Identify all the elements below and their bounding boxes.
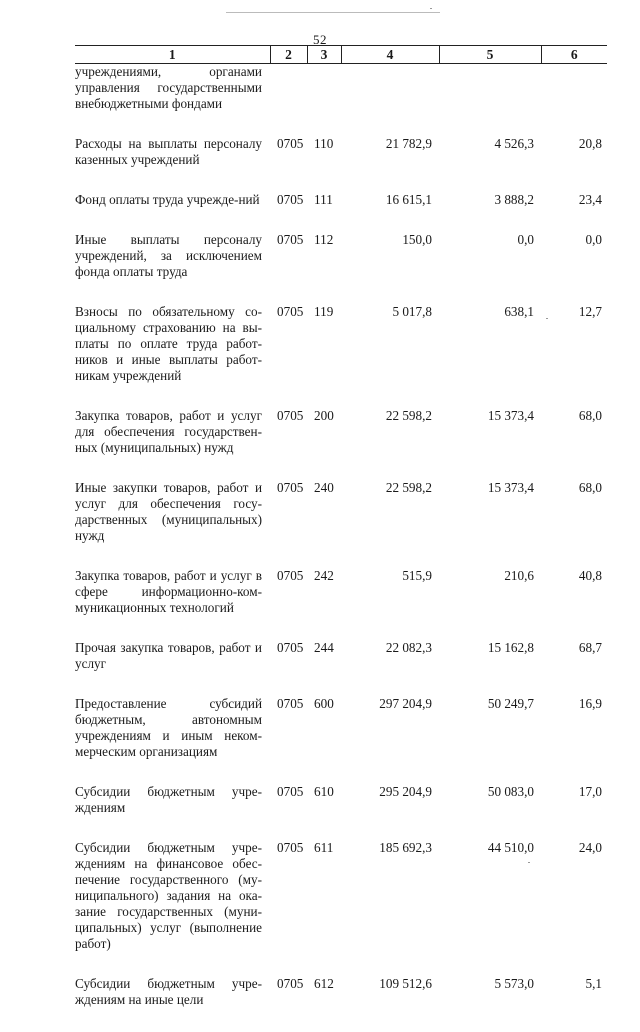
- row-col6-cell: 0,0: [541, 232, 607, 304]
- row-name-cell: Закупка товаров, работ и услуг в сфере информационно-ком-муникационных технологий: [75, 568, 270, 640]
- row-col6-cell: 17,0: [541, 784, 607, 840]
- table-row: [75, 784, 607, 840]
- row-name-cell: Иные выплаты персоналу учреждений, за исключением фонда оплаты труда: [75, 232, 270, 304]
- header-col-5: 5: [439, 46, 541, 64]
- row-col6-cell: 5,1: [541, 976, 607, 1032]
- row-col6-cell: 68,0: [541, 408, 607, 480]
- row-col4-cell: 22 598,2: [341, 408, 439, 480]
- row-section-cell: 0705: [270, 480, 307, 568]
- row-name-cell: Субсидии бюджетным учре-ждениям на иные цели: [75, 976, 270, 1032]
- row-expense-type-cell: 610: [307, 784, 341, 840]
- row-section-cell: 0705: [270, 976, 307, 1032]
- row-col5-cell: 638,1: [439, 304, 541, 408]
- row-section-cell: 0705: [270, 784, 307, 840]
- header-col-2: 2: [270, 46, 307, 64]
- scan-speck: [430, 8, 432, 9]
- row-name-cell: Иные закупки товаров, работ и услуг для обеспечения госу-дарственных (муниципальных) нужд: [75, 480, 270, 568]
- row-col4-cell: 297 204,9: [341, 696, 439, 784]
- row-name-cell: учреждениями, органами управления государственными внебюджетными фондами: [75, 64, 270, 137]
- row-col6-cell: 20,8: [541, 136, 607, 192]
- row-col5-cell: 5 573,0: [439, 976, 541, 1032]
- table-row: [75, 192, 607, 232]
- table-row: [75, 696, 607, 784]
- row-section-cell: 0705: [270, 696, 307, 784]
- row-name-cell: Предоставление субсидий бюджетным, автономным учреждениям и иным неком-мерческим организациям: [75, 696, 270, 784]
- row-name-cell: Субсидии бюджетным учре-ждениям: [75, 784, 270, 840]
- row-col6-cell: 68,0: [541, 480, 607, 568]
- table-row: [75, 840, 607, 976]
- budget-table: [75, 45, 607, 1032]
- scan-speck: [546, 318, 548, 319]
- row-col5-cell: 3 888,2: [439, 192, 541, 232]
- row-expense-type-cell: 611: [307, 840, 341, 976]
- table-row: [75, 568, 607, 640]
- row-col4-cell: 5 017,8: [341, 304, 439, 408]
- top-scan-rule: [226, 12, 440, 13]
- row-expense-type-cell: 200: [307, 408, 341, 480]
- row-col5-cell: 0,0: [439, 232, 541, 304]
- table-row: [75, 640, 607, 696]
- table-row: [75, 408, 607, 480]
- header-col-4: 4: [341, 46, 439, 64]
- row-col6-cell: 23,4: [541, 192, 607, 232]
- table-row: [75, 64, 607, 137]
- header-row: [75, 46, 607, 64]
- row-expense-type-cell: 612: [307, 976, 341, 1032]
- row-expense-type-cell: 600: [307, 696, 341, 784]
- row-name-cell: Субсидии бюджетным учре-ждениям на финансовое обес-печение государственного (му-ниципального) задания на ока-зание государственных (муни-ципальных) услуг (выполнение работ): [75, 840, 270, 976]
- row-section-cell: 0705: [270, 840, 307, 976]
- row-section-cell: 0705: [270, 232, 307, 304]
- row-expense-type-cell: 111: [307, 192, 341, 232]
- page-number: 52: [0, 32, 640, 48]
- row-section-cell: [270, 64, 307, 137]
- row-name-cell: Закупка товаров, работ и услуг для обеспечения государствен-ных (муниципальных) нужд: [75, 408, 270, 480]
- header-col-1: 1: [75, 46, 270, 64]
- row-col5-cell: 44 510,0: [439, 840, 541, 976]
- table-header: [75, 46, 607, 64]
- row-section-cell: 0705: [270, 568, 307, 640]
- row-section-cell: 0705: [270, 408, 307, 480]
- row-col4-cell: 21 782,9: [341, 136, 439, 192]
- row-expense-type-cell: 112: [307, 232, 341, 304]
- row-name-cell: Расходы на выплаты персоналу казенных учреждений: [75, 136, 270, 192]
- row-expense-type-cell: 244: [307, 640, 341, 696]
- row-col6-cell: 24,0: [541, 840, 607, 976]
- row-section-cell: 0705: [270, 136, 307, 192]
- row-name-cell: Фонд оплаты труда учрежде-ний: [75, 192, 270, 232]
- table-row: [75, 976, 607, 1032]
- row-col4-cell: 295 204,9: [341, 784, 439, 840]
- row-expense-type-cell: 242: [307, 568, 341, 640]
- table-row: [75, 480, 607, 568]
- row-expense-type-cell: [307, 64, 341, 137]
- row-expense-type-cell: 110: [307, 136, 341, 192]
- row-col4-cell: 185 692,3: [341, 840, 439, 976]
- table-row: [75, 136, 607, 192]
- row-col5-cell: 210,6: [439, 568, 541, 640]
- row-col4-cell: 16 615,1: [341, 192, 439, 232]
- row-col5-cell: 4 526,3: [439, 136, 541, 192]
- row-col6-cell: 16,9: [541, 696, 607, 784]
- row-col5-cell: [439, 64, 541, 137]
- row-section-cell: 0705: [270, 304, 307, 408]
- row-col4-cell: 22 598,2: [341, 480, 439, 568]
- row-col6-cell: 40,8: [541, 568, 607, 640]
- row-col5-cell: 50 083,0: [439, 784, 541, 840]
- row-col5-cell: 15 162,8: [439, 640, 541, 696]
- table-row: [75, 304, 607, 408]
- header-col-3: 3: [307, 46, 341, 64]
- row-section-cell: 0705: [270, 192, 307, 232]
- row-col4-cell: 515,9: [341, 568, 439, 640]
- row-col5-cell: 15 373,4: [439, 480, 541, 568]
- row-section-cell: 0705: [270, 640, 307, 696]
- row-name-cell: Прочая закупка товаров, работ и услуг: [75, 640, 270, 696]
- table-row: [75, 232, 607, 304]
- table-body: [75, 64, 607, 1032]
- row-col5-cell: 15 373,4: [439, 408, 541, 480]
- row-col4-cell: 150,0: [341, 232, 439, 304]
- row-col4-cell: 109 512,6: [341, 976, 439, 1032]
- row-col4-cell: 22 082,3: [341, 640, 439, 696]
- row-name-cell: Взносы по обязательному со-циальному страхованию на вы-платы по оплате труда работ-ников и иные выплаты работ-никам учреждений: [75, 304, 270, 408]
- row-col6-cell: 68,7: [541, 640, 607, 696]
- row-col6-cell: [541, 64, 607, 137]
- scan-speck: [528, 862, 530, 863]
- row-col4-cell: [341, 64, 439, 137]
- row-expense-type-cell: 119: [307, 304, 341, 408]
- row-expense-type-cell: 240: [307, 480, 341, 568]
- row-col6-cell: 12,7: [541, 304, 607, 408]
- row-col5-cell: 50 249,7: [439, 696, 541, 784]
- header-col-6: 6: [541, 46, 607, 64]
